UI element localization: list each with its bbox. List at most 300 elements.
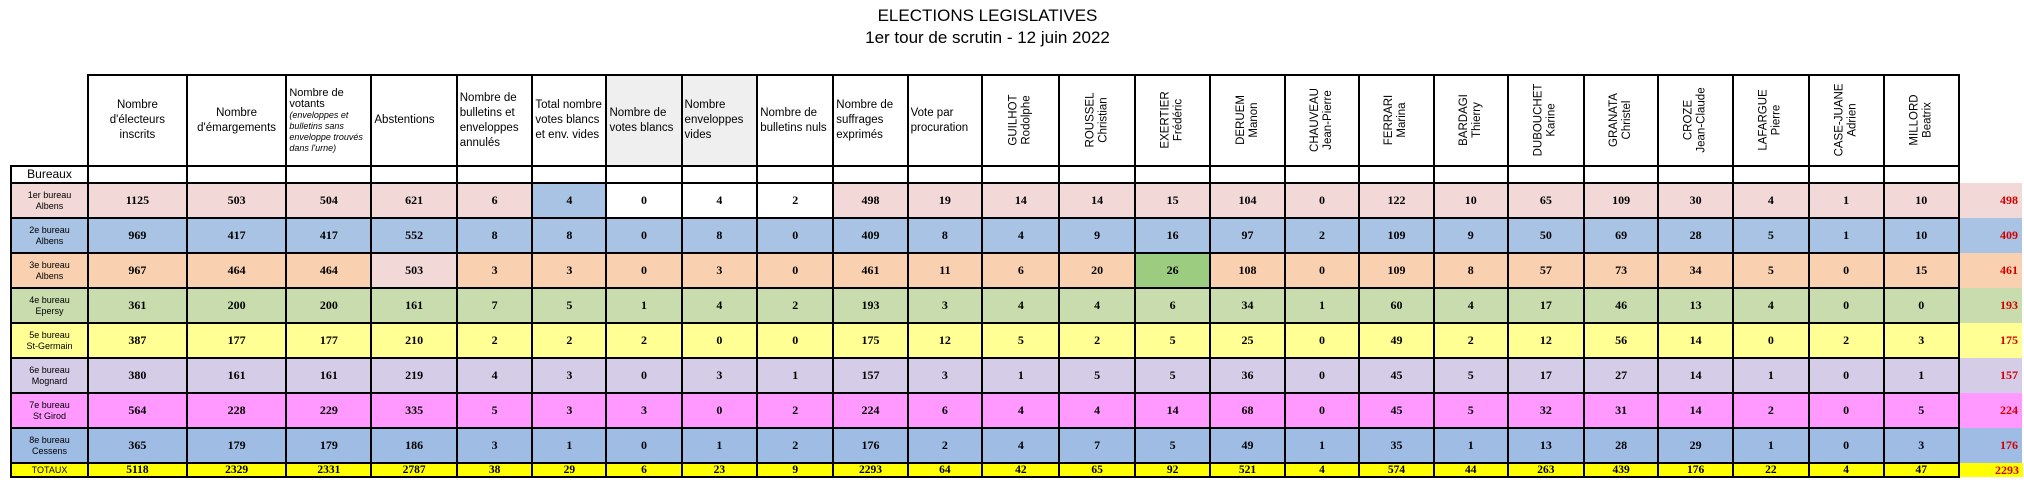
totals-cell: 29 [532,463,606,477]
table-cell: 0 [606,358,681,393]
check-total: 409 [1959,218,2023,253]
candidate-first-name: Adrien [1846,103,1859,137]
table-cell: 1 [1809,183,1884,218]
table-cell: 8 [532,218,606,253]
table-cell: 4 [532,183,606,218]
candidate-last-name: EXERTIER [1159,91,1172,149]
bureau-name: 5e bureau [29,329,70,340]
candidate-last-name: ROUSSEL [1084,92,1097,148]
table-cell: 1125 [88,183,187,218]
table-cell: 4 [682,183,758,218]
table-cell: 0 [1809,358,1884,393]
totals-cell: 263 [1508,463,1584,477]
table-cell: 45 [1359,358,1433,393]
table-row [11,288,2023,323]
table-cell: 200 [187,288,287,323]
totals-cell: 2787 [371,463,456,477]
blank-cell [606,166,681,183]
table-cell: 186 [371,428,456,463]
table-cell: 498 [833,183,907,218]
results-table [10,74,2024,478]
bureaux-row [11,166,2023,183]
column-header: Abstentions [371,75,456,166]
table-cell: 20 [1059,253,1134,288]
table-cell: 503 [371,253,456,288]
candidate-last-name: CHAUVEAU [1308,88,1321,152]
totals-cell: 42 [982,463,1059,477]
totals-cell: 9 [757,463,833,477]
column-header: Nombre d'émargements [187,75,287,166]
bureau-place: Mognard [31,375,68,386]
totals-row [11,463,2023,477]
table-cell: 3 [606,393,681,428]
table-cell: 1 [1733,428,1809,463]
bureau-name: 3e bureau [29,259,70,270]
table-cell: 503 [187,183,287,218]
table-cell: 10 [1884,218,1959,253]
table-cell: 8 [457,218,533,253]
table-cell: 32 [1508,393,1584,428]
table-cell: 4 [1059,288,1134,323]
table-cell: 109 [1584,183,1658,218]
table-cell: 552 [371,218,456,253]
table-row [11,183,2023,218]
table-cell: 161 [187,358,287,393]
bureau-name: 6e bureau [29,364,70,375]
table-cell: 2 [1434,323,1508,358]
candidate-first-name: Beatrix [1921,102,1934,138]
table-cell: 0 [1809,428,1884,463]
check-total: 175 [1959,323,2023,358]
table-cell: 200 [286,288,371,323]
bureau-name: 7e bureau [29,399,70,410]
column-header-note: (enveloppes et bulletins sans enveloppe trouvés dans l'urne) [289,109,363,153]
table-cell: 4 [982,288,1059,323]
candidate-name [1533,84,1559,157]
candidate-name [1908,94,1934,145]
totals-cell: 4 [1285,463,1360,477]
candidate-last-name: LAFARGUE [1757,89,1770,151]
blank-cell [1434,166,1508,183]
table-cell: 28 [1658,218,1733,253]
table-cell: 464 [187,253,287,288]
table-cell: 176 [833,428,907,463]
table-cell: 5 [457,393,533,428]
candidate-header [1884,75,1959,166]
table-cell: 0 [1285,358,1360,393]
totals-cell: 47 [1884,463,1959,477]
candidate-last-name: GRANATA [1608,93,1621,147]
totals-cell: 38 [457,463,533,477]
blank-cell [1359,166,1433,183]
candidate-header [982,75,1059,166]
candidate-first-name: Pierre [1770,104,1783,136]
blank-cell [757,166,833,183]
table-cell: 5 [1434,358,1508,393]
blank-cell [88,166,187,183]
table-cell: 0 [757,323,833,358]
table-cell: 0 [606,218,681,253]
bureau-name: 8e bureau [29,434,70,445]
blank-cell [532,166,606,183]
table-cell: 19 [908,183,983,218]
table-cell: 25 [1210,323,1284,358]
table-cell: 15 [1884,253,1959,288]
table-cell: 2 [757,288,833,323]
table-cell: 2 [1809,323,1884,358]
totals-cell: 2331 [286,463,371,477]
table-cell: 68 [1210,393,1284,428]
totals-label: TOTAUX [11,463,88,477]
candidate-header [1359,75,1433,166]
table-cell: 409 [833,218,907,253]
candidate-first-name: Karine [1545,103,1558,137]
table-cell: 27 [1584,358,1658,393]
bureau-label [11,428,88,463]
table-cell: 3 [908,358,983,393]
table-cell: 5 [1135,323,1210,358]
candidate-name [1833,84,1859,157]
candidate-last-name: MILLORD [1908,94,1921,146]
table-cell: 45 [1359,393,1433,428]
table-cell: 0 [757,218,833,253]
candidate-first-name: Jean-Claude [1695,87,1708,153]
column-header: Nombre de bulletins nuls [757,75,833,166]
blank-cell [1210,166,1284,183]
table-cell: 3 [532,358,606,393]
table-cell: 2 [757,428,833,463]
table-cell: 161 [371,288,456,323]
candidate-header [1059,75,1134,166]
column-header: Nombre de suffrages exprimés [833,75,907,166]
bureau-place: St Girod [33,410,67,421]
table-cell: 161 [286,358,371,393]
table-row [11,428,2023,463]
table-cell: 3 [457,253,533,288]
table-cell: 0 [606,183,681,218]
table-cell: 0 [1285,323,1360,358]
table-cell: 210 [371,323,456,358]
totals-cell: 439 [1584,463,1658,477]
check-total: 157 [1959,358,2023,393]
blank-cell [833,166,907,183]
table-cell: 11 [908,253,983,288]
bureau-label [11,393,88,428]
candidate-first-name: Christian [1097,97,1110,143]
column-header: Nombre d'électeurs inscrits [88,75,187,166]
table-cell: 4 [457,358,533,393]
table-cell: 97 [1210,218,1284,253]
column-header-text: Nombre de votants [289,86,344,110]
table-cell: 4 [1059,393,1134,428]
table-cell: 464 [286,253,371,288]
table-cell: 49 [1359,323,1433,358]
table-cell: 969 [88,218,187,253]
table-cell: 1 [1809,218,1884,253]
table-cell: 30 [1658,183,1733,218]
table-cell: 177 [286,323,371,358]
table-cell: 9 [1059,218,1134,253]
candidate-name [1309,88,1335,152]
table-cell: 0 [682,323,758,358]
table-cell: 3 [532,393,606,428]
candidate-first-name: Jean-Pierre [1321,90,1334,150]
table-cell: 34 [1658,253,1733,288]
totals-cell: 64 [908,463,983,477]
table-cell: 14 [1658,323,1733,358]
table-cell: 5 [1135,428,1210,463]
bureau-name: 1er bureau [27,189,72,200]
table-cell: 12 [908,323,983,358]
table-cell: 0 [1285,253,1360,288]
candidate-first-name: Marina [1396,102,1409,138]
bureau-name: 2e bureau [29,224,70,235]
bureau-label [11,253,88,288]
table-cell: 4 [982,393,1059,428]
table-cell: 2 [1285,218,1360,253]
table-cell: 10 [1884,183,1959,218]
totals-cell: 2329 [187,463,287,477]
table-cell: 1 [1884,358,1959,393]
table-cell: 109 [1359,253,1433,288]
candidate-name [1160,91,1186,148]
table-cell: 0 [682,393,758,428]
table-cell: 28 [1584,428,1658,463]
table-cell: 122 [1359,183,1433,218]
table-cell: 3 [682,358,758,393]
totals-cell: 4 [1809,463,1884,477]
candidate-name [1608,93,1634,147]
bureau-place: Epersy [35,305,64,316]
table-cell: 417 [187,218,287,253]
column-header: Vote par procuration [908,75,983,166]
table-cell: 2 [908,428,983,463]
table-cell: 3 [682,253,758,288]
blank-cell [1809,166,1884,183]
table-cell: 5 [532,288,606,323]
totals-cell: 521 [1210,463,1284,477]
table-cell: 1 [982,358,1059,393]
candidate-header [1733,75,1809,166]
table-cell: 157 [833,358,907,393]
table-cell: 29 [1658,428,1733,463]
totals-cell: 6 [606,463,681,477]
column-header: Nombre de votes blancs [606,75,681,166]
document-title [0,5,1975,49]
table-cell: 1 [606,288,681,323]
table-cell: 380 [88,358,187,393]
table-cell: 65 [1508,183,1584,218]
table-row [11,393,2023,428]
table-cell: 13 [1508,428,1584,463]
candidate-header [1809,75,1884,166]
table-cell: 0 [1285,393,1360,428]
title-line-1: ELECTIONS LEGISLATIVES [877,6,1098,25]
table-cell: 4 [682,288,758,323]
table-cell: 2 [457,323,533,358]
blank-cell [1135,166,1210,183]
totals-cell: 23 [682,463,758,477]
table-cell: 49 [1210,428,1284,463]
table-cell: 4 [982,428,1059,463]
column-header [286,75,371,166]
table-cell: 4 [1733,288,1809,323]
blank-cell [1658,166,1733,183]
candidate-header [1285,75,1360,166]
candidate-header [1434,75,1508,166]
table-cell: 16 [1135,218,1210,253]
blank-cell [682,166,758,183]
table-cell: 56 [1584,323,1658,358]
blank-cell [982,166,1059,183]
table-row [11,358,2023,393]
table-cell: 14 [1658,358,1733,393]
table-cell: 3 [908,288,983,323]
table-cell: 1 [682,428,758,463]
table-cell: 34 [1210,288,1284,323]
candidate-first-name: Christel [1621,100,1634,140]
table-cell: 10 [1434,183,1508,218]
table-cell: 5 [982,323,1059,358]
blank-cell [371,166,456,183]
table-cell: 387 [88,323,187,358]
table-cell: 7 [457,288,533,323]
bureau-place: Albens [35,270,64,281]
table-cell: 8 [908,218,983,253]
table-cell: 8 [1434,253,1508,288]
table-cell: 5 [1059,358,1134,393]
table-row [11,253,2023,288]
blank-cell [1285,166,1360,183]
table-cell: 17 [1508,358,1584,393]
bureau-label [11,218,88,253]
candidate-name [1458,94,1484,146]
table-cell: 60 [1359,288,1433,323]
bureau-place: Albens [35,235,64,246]
check-total: 193 [1959,288,2023,323]
table-cell: 104 [1210,183,1284,218]
candidate-name [1383,95,1409,145]
table-cell: 6 [982,253,1059,288]
title-line-2: 1er tour de scrutin - 12 juin 2022 [865,28,1110,47]
totals-cell: 22 [1733,463,1809,477]
table-cell: 193 [833,288,907,323]
table-cell: 0 [1809,393,1884,428]
blank-cell [187,166,287,183]
totals-cell: 65 [1059,463,1134,477]
table-cell: 504 [286,183,371,218]
bureau-place: Albens [35,200,64,211]
table-cell: 6 [1135,288,1210,323]
table-cell: 108 [1210,253,1284,288]
table-cell: 1 [1733,358,1809,393]
candidate-last-name: GUILHOT [1007,94,1020,146]
header-row [11,75,2023,166]
totals-cell: 5118 [88,463,187,477]
candidate-header [1135,75,1210,166]
candidate-header [1658,75,1733,166]
table-cell: 109 [1359,218,1433,253]
candidate-name [1234,95,1260,145]
candidate-first-name: Frédéric [1172,98,1185,142]
candidate-header [1508,75,1584,166]
candidate-name [1758,89,1784,150]
table-cell: 3 [1884,323,1959,358]
candidate-first-name: Rodolphe [1020,95,1033,145]
table-cell: 335 [371,393,456,428]
totals-cell: 44 [1434,463,1508,477]
totals-cell: 176 [1658,463,1733,477]
table-cell: 5 [1884,393,1959,428]
table-cell: 1 [757,358,833,393]
totals-cell: 92 [1135,463,1210,477]
header-right-spacer [1959,75,2023,166]
table-cell: 2 [1059,323,1134,358]
table-cell: 4 [1733,183,1809,218]
table-cell: 621 [371,183,456,218]
candidate-name [1008,94,1034,145]
bureau-name: 4e bureau [29,294,70,305]
column-header: Total nombre votes blancs et env. vides [532,75,606,166]
candidate-first-name: Thierry [1470,102,1483,138]
table-cell: 177 [187,323,287,358]
check-total: 224 [1959,393,2023,428]
table-cell: 14 [1059,183,1134,218]
table-cell: 3 [1884,428,1959,463]
table-cell: 7 [1059,428,1134,463]
table-cell: 3 [532,253,606,288]
table-cell: 36 [1210,358,1284,393]
table-cell: 224 [833,393,907,428]
table-cell: 0 [757,253,833,288]
bureau-place: St-Germain [26,340,73,351]
table-cell: 14 [1658,393,1733,428]
table-cell: 6 [457,183,533,218]
table-cell: 17 [1508,288,1584,323]
table-cell: 2 [606,323,681,358]
blank-cell [1059,166,1134,183]
table-cell: 31 [1584,393,1658,428]
bureau-place: Cessens [32,445,68,456]
table-cell: 0 [1884,288,1959,323]
bureau-label [11,183,88,218]
table-cell: 3 [457,428,533,463]
table-cell: 1 [1285,428,1360,463]
table-cell: 5 [1733,253,1809,288]
table-cell: 73 [1584,253,1658,288]
table-cell: 0 [1733,323,1809,358]
table-cell: 69 [1584,218,1658,253]
bureaux-label: Bureaux [11,166,88,183]
table-cell: 229 [286,393,371,428]
table-row [11,218,2023,253]
table-cell: 5 [1434,393,1508,428]
blank-cell [1884,166,1959,183]
table-cell: 365 [88,428,187,463]
table-cell: 179 [286,428,371,463]
check-total: 176 [1959,428,2023,463]
table-cell: 5 [1135,358,1210,393]
blank-cell [1733,166,1809,183]
table-cell: 564 [88,393,187,428]
table-cell: 228 [187,393,287,428]
blank-cell [1584,166,1658,183]
table-cell: 46 [1584,288,1658,323]
table-cell: 0 [606,253,681,288]
table-cell: 4 [1434,288,1508,323]
candidate-last-name: CASE-JUANE [1833,83,1846,157]
table-cell: 6 [908,393,983,428]
